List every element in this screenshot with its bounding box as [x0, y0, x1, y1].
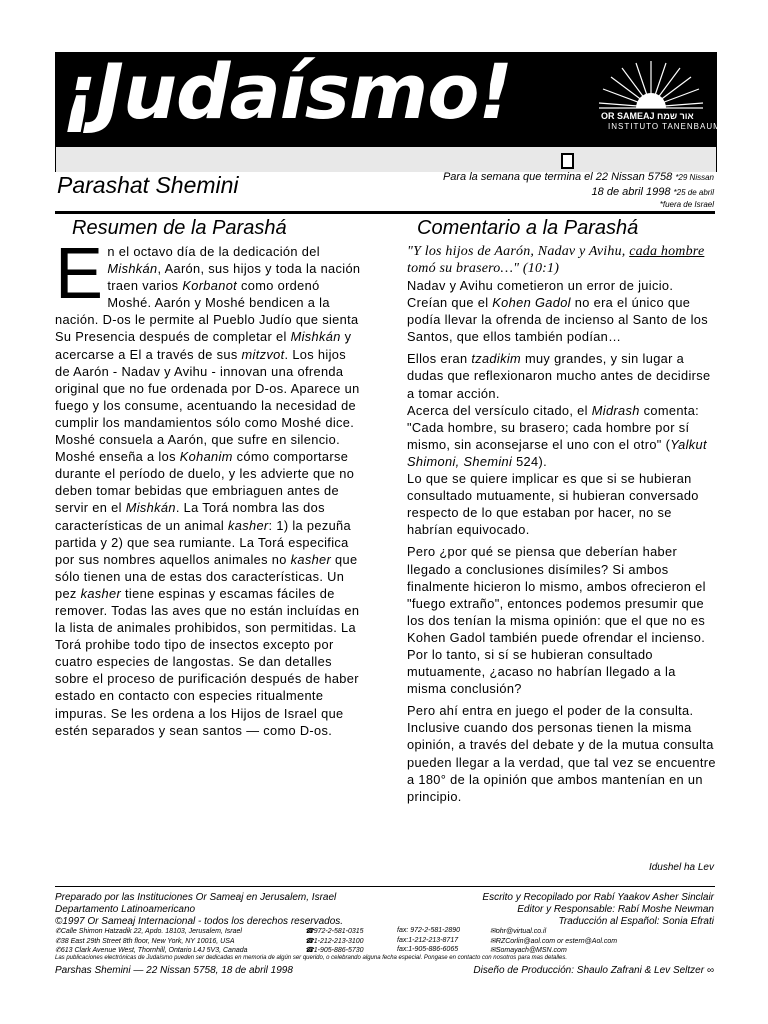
commentary-paragraph: Pero ahí entra en juego el poder de la consulta. Inclusive cuando dos personas tienen la misma opinión, a través del debate y de la mutua consulta pueden llegar a la verdad, que tal vez se encuentre a 180° de la opinión que ambos mantenían en un principio.: [407, 703, 716, 804]
contact-email-text[interactable]: ohr@virtual.co.il: [495, 928, 547, 935]
week-note-3: *fuera de Israel: [659, 200, 714, 209]
verse-quote: "Y los hijos de Aarón, Nadav y Avihu, cada hombre tomó su brasero…" (10:1): [407, 244, 705, 276]
contact-phone-text: 972-2-581-0315: [313, 928, 364, 935]
contact-email[interactable]: ✉Somayach@MSN.com: [490, 947, 567, 954]
footer-prepared-by: Preparado por las Instituciones Or Sameaj en Jerusalem, Israel: [55, 892, 337, 903]
contact-phone: ☎972-2-581-0315: [305, 928, 364, 935]
week-line-1-text: Para la semana que termina el 22 Nissan 5758: [442, 171, 673, 183]
footer-translator: Traducción al Español: Sonia Efrati: [558, 916, 714, 927]
contact-fax: fax:1-212-213-8717: [397, 937, 459, 944]
week-note-2: *25 de abril: [673, 188, 714, 197]
parashat-title: Parashat Shemini: [57, 172, 239, 198]
footer-editor: Editor y Responsable: Rabí Moshe Newman: [517, 904, 714, 915]
contact-fax: fax: 972-2-581-2890: [397, 927, 461, 934]
contact-address: ✆613 Clark Avenue West, Thornhill, Ontario L4J 5V3, Canada: [55, 947, 248, 954]
sunrise-logo-icon: [596, 59, 706, 111]
week-line-1: [443, 171, 714, 183]
contact-fax: fax:1-905-886-6065: [397, 946, 459, 953]
commentary-heading: Comentario a la Parashá: [417, 217, 639, 239]
footer-copyright: ©1997 Or Sameaj Internacional - todos los derechos reservados.: [55, 916, 344, 927]
contact-email-text[interactable]: Somayach@MSN.com: [495, 947, 567, 954]
footer-disclaimer: Las publicaciones electrónicas de Judaísmo pueden ser dedicadas en memoria de algún ser querido, o celebrando alguna fecha especial. Pongase en contacto con nosotros para mas detalles.: [55, 955, 567, 961]
masthead-mark-icon: [561, 153, 574, 169]
week-line-2: [592, 186, 714, 198]
summary-heading: Resumen de la Parashá: [72, 217, 287, 239]
contact-phone: ☎1-212-213-3100: [305, 938, 364, 945]
drop-cap: E: [55, 234, 104, 314]
week-line-2-text: 18 de abril 1998: [591, 186, 671, 198]
contact-address-text: 38 East 29th Street 8th floor, New York, NY 10016, USA: [60, 938, 235, 945]
commentary-paragraph: Ellos eran tzadikim muy grandes, y sin lugar a dudas que reflexionaron mucho antes de decidirse a tomar acción. Acerca del versículo citado, el Midrash comenta: "Cada hombre, su brasero; cada hombre por sí mismo, sin aconsejarse el uno con el otro" (Yalkut Shimoni, Shemini 524). Lo que se quiere implicar es que si se hubieran consultado mutuamente, si hubieran conversado respecto de lo que estaban por hacer, no se habrían equivocado.: [407, 351, 711, 538]
contact-email-text[interactable]: RZCorlin@aol.com or estern@Aol.com: [495, 938, 618, 945]
contact-phone-text: 1-212-213-3100: [313, 938, 364, 945]
summary-column: En el octavo día de la dedicación del Mishkán, Aarón, sus hijos y toda la nación traen varios Korbanot como ordenó Moshé. Aarón y Moshé bendicen a la nación. D-os le permite al Pueblo Judío que sienta Su Presencia después de completar el Mishkán y acercarse a El a través de sus mitzvot. Los hijos de Aarón - Nadav y Avihu - innovan una ofrenda original que no fue ordenada por D-os. Aparece un fuego y los consume, acentuando la necesidad de cumplir los mandamientos sólo como Moshé dice. Moshé consuela a Aarón, que sufre en silencio. Moshé enseña a los Kohanim cómo comportarse durante el período de duelo, y les advierte que no deben tomar bebidas que embriaguen antes de servir en el Mishkán. La Torá nombra las dos características de un animal kasher: 1) la pezuña partida y 2) que sea rumiante. La Torá especifica por sus nombres aquellos animales no kasher que sólo tienen una de estas dos características. Un pez kasher tiene espinas y escamas fáciles de remover. Todas las aves que no están incluídas en la lista de animales prohibidos, son permitidas. La Torá prohibe todo tipo de insectos excepto por cuatro especies de langostas. Se dan detalles sobre el proceso de purificación después de haber estado en contacto con especies ritualmente impuras. Se les ordena a los Hijos de Israel que estén separados y sean santos — como D-os.: [55, 234, 361, 738]
masthead-org-subtitle: INSTITUTO TANENBAUM: [608, 122, 721, 131]
footer-design-credit-text: Diseño de Producción: Shaulo Zafrani & Lev Seltzer: [473, 965, 705, 976]
masthead-org-name: OR SAMEAJ אור שמח: [601, 111, 694, 121]
link-logo-icon: ∞: [706, 965, 714, 976]
footer-issue-line: Parshas Shemini — 22 Nissan 5758, 18 de abril 1998: [55, 965, 293, 976]
contact-email[interactable]: ✉ohr@virtual.co.il: [490, 928, 547, 935]
footer-design-credit: [473, 965, 714, 976]
contact-address: ✆38 East 29th Street 8th floor, New York, NY 10016, USA: [55, 938, 235, 945]
contact-address: ✆Calle Shimon Hatzadik 22, Apdo. 18103, Jerusalem, Israel: [55, 928, 242, 935]
commentary-paragraph: Nadav y Avihu cometieron un error de juicio. Creían que el Kohen Gadol no era el único que podía llevar la ofrenda de incienso al Santo de los Santos, que ellos también podían…: [407, 278, 708, 345]
header-rule: [55, 211, 715, 214]
commentary-column: [407, 243, 717, 805]
masthead: [55, 47, 721, 172]
contact-phone: ☎1-905-886-5730: [305, 947, 364, 954]
contact-email[interactable]: ✉RZCorlin@aol.com or estern@Aol.com: [490, 938, 618, 945]
week-note-1: *29 Nissan: [675, 173, 714, 182]
commentary-signature: Idushel ha Lev: [648, 862, 714, 873]
contact-address-text: Calle Shimon Hatzadik 22, Apdo. 18103, Jerusalem, Israel: [60, 928, 242, 935]
masthead-title: ¡Judaísmo!: [62, 47, 513, 136]
contact-address-text: 613 Clark Avenue West, Thornhill, Ontario L4J 5V3, Canada: [60, 947, 248, 954]
commentary-paragraph: Pero ¿por qué se piensa que deberían haber llegado a conclusiones disímiles? Si ambos finalmente hicieron lo mismo, ambos ofrecieron el "fuego extraño", entonces podemos presumir que los dos tenían la misma opinión: que el que no es Kohen Gadol también puede ofrendar el incienso. Por lo tanto, si sí se hubieran consultado mutuamente, ¿acaso no habrían llegado a la misma conclusión?: [407, 544, 706, 697]
masthead-strip: [56, 146, 716, 172]
footer-rule: [55, 886, 715, 887]
contact-phone-text: 1-905-886-5730: [313, 947, 364, 954]
footer-author: Escrito y Recopilado por Rabí Yaakov Asher Sinclair: [482, 892, 714, 903]
footer-department: Departamento Latinoamericano: [55, 904, 196, 915]
